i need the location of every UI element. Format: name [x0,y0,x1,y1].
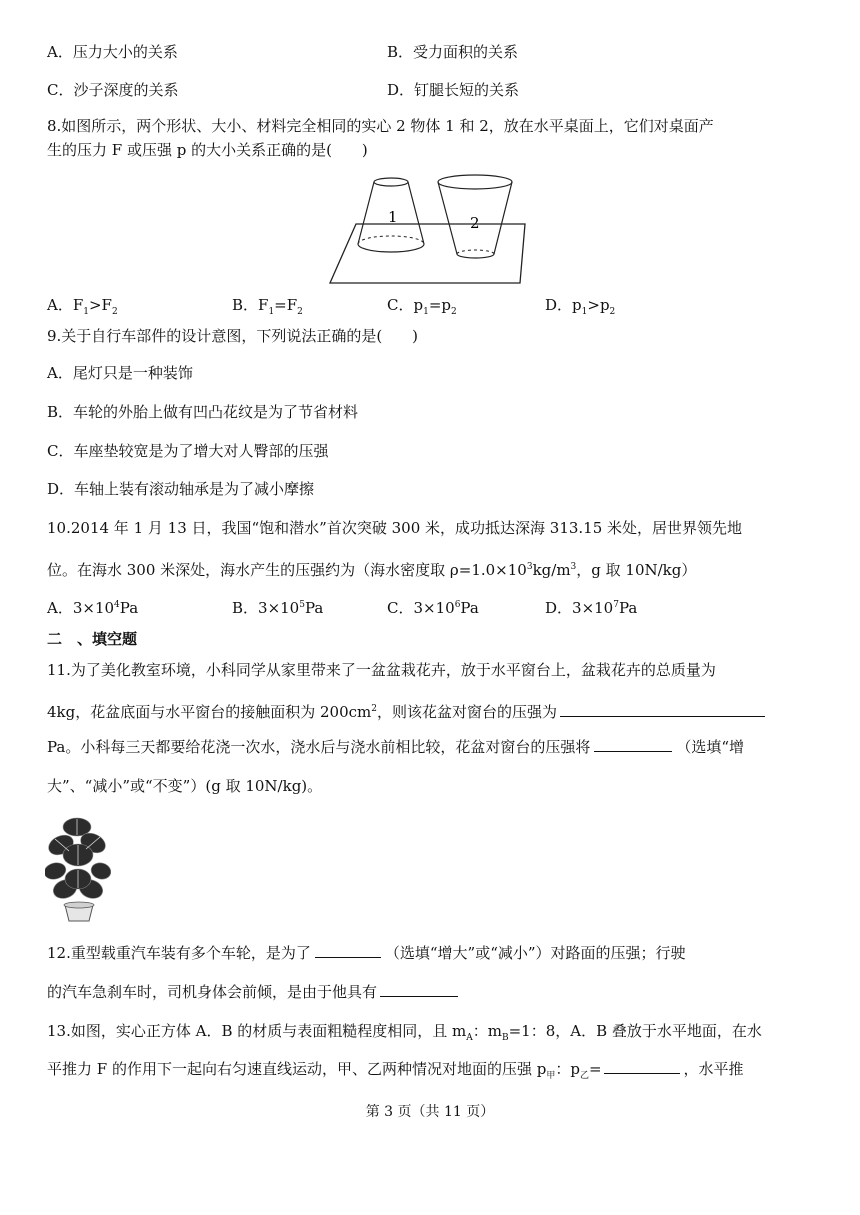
q7-option-c: C．沙子深度的关系 [47,81,179,99]
q13-stem-line1: 13.如图，实心正方体 A．B 的材质与表面粗糙程度相同，且 $m_A$：$m_B=1$：8，A．B 叠放于水平地面，在水 [47,1022,762,1043]
q9-option-c: C．车座垫较宽是为了增大对人臀部的压强 [47,442,329,460]
q7-option-d: D．钉腿长短的关系 [387,81,520,99]
answer-blank[interactable] [560,702,765,717]
figure-label-1: 1 [388,208,398,226]
q7-option-a: A．压力大小的关系 [47,43,178,61]
q13-stem-line2: 平推力 F 的作用下一起向右匀速直线运动，甲、乙两种情况对地面的压强 $p_甲$：$p_乙=$ ，水平推 [47,1060,744,1081]
figure-label-2: 2 [470,214,480,232]
q9-option-d: D．车轴上装有滚动轴承是为了减小摩擦 [47,480,315,498]
q10-stem-line2: 位。在海水 300 米深处，海水产生的压强约为（海水密度取 $\rho=1.0\times 10^3kg/m^3$，g 取 10N/kg） [47,561,697,579]
answer-blank[interactable] [380,982,458,997]
q7-option-b: B．受力面积的关系 [387,43,519,61]
q8-option-c: C．$p_1=p_2$ [387,296,457,317]
q8-option-b: B．$F_1=F_2$ [232,296,303,317]
answer-blank[interactable] [315,943,381,958]
q9-option-a: A．尾灯只是一种装饰 [47,364,193,382]
q12-stem-line1: 12.重型载重汽车装有多个车轮，是为了 （选填“增大”或“减小”）对路面的压强；行驶 [47,944,686,962]
q11-stem-line4: 大”、“减小”或“不变”）(g 取 10N/kg)。 [47,777,323,795]
q10-option-a: A．$3\times 10^4Pa$ [47,599,139,617]
answer-blank[interactable] [604,1059,680,1074]
page-footer: 第 3 页（共 11 页） [365,1104,495,1120]
q8-option-d: D．$p_1>p_2$ [545,296,616,317]
q11-stem-line3: Pa。小科每三天都要给花浇一次水，浇水后与浇水前相比较，花盆对窗台的压强将 （选填“增 [47,738,745,756]
answer-blank[interactable] [594,737,672,752]
q12-stem-line2: 的汽车急刹车时，司机身体会前倾，是由于他具有 [47,982,458,1002]
potted-plant-image [45,813,111,923]
section-heading: 二 、填空题 [47,630,138,648]
q8-stem-line1: 8.如图所示，两个形状、大小、材料完全相同的实心 2 物体 1 和 2，放在水平桌面上，它们对桌面产 [47,117,714,135]
q8-figure [328,170,528,286]
q10-option-c: C．$3\times 10^6Pa$ [387,599,479,617]
q11-stem-line2: 4kg，花盆底面与水平窗台的接触面积为 $200cm^2$，则该花盆对窗台的压强为 [47,699,765,722]
q8-option-a: A．$F_1>F_2$ [47,296,118,317]
q9-option-b: B．车轮的外胎上做有凹凸花纹是为了节省材料 [47,403,359,421]
q8-stem-line2: 生的压力 F 或压强 p 的大小关系正确的是( ) [47,141,368,159]
q11-stem-line1: 11.为了美化教室环境，小科同学从家里带来了一盆盆栽花卉，放于水平窗台上，盆栽花卉的总质量为 [47,661,716,679]
q10-option-d: D．$3\times 10^7Pa$ [545,599,638,617]
q9-stem: 9.关于自行车部件的设计意图，下列说法正确的是( ) [47,327,419,345]
q10-option-b: B．$3\times 10^5Pa$ [232,599,324,617]
q10-stem-line1: 10.2014 年 1 月 13 日，我国“饱和潜水”首次突破 300 米，成功抵达深海 313.15 米处，居世界领先地 [47,519,743,537]
